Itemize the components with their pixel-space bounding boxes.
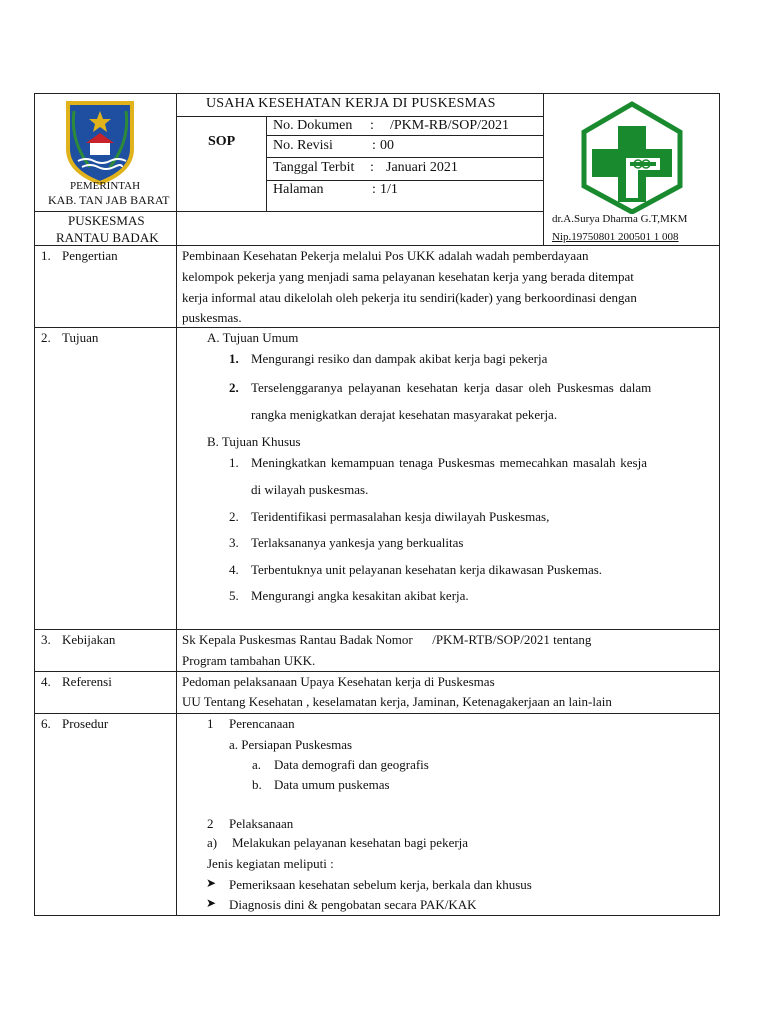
section-label: Kebijakan <box>62 632 116 647</box>
step-number: 1 <box>207 716 214 731</box>
paragraph-line: Jenis kegiatan meliputi : <box>207 856 334 871</box>
section-number: 3. <box>41 632 51 647</box>
section-number: 6. <box>41 716 51 731</box>
step-number: 2 <box>207 816 214 831</box>
paragraph-line: Program tambahan UKK. <box>182 653 316 668</box>
list-item: Terbentuknya unit pelayanan kesehatan kerja dikawasan Puskemas. <box>251 562 603 577</box>
list-number: 1. <box>229 351 239 366</box>
bullet-arrow-icon: ➤ <box>206 876 217 890</box>
field-value: /PKM-RB/SOP/2021 <box>390 118 510 133</box>
step-title: Pelaksanaan <box>229 816 294 831</box>
section-label: Prosedur <box>62 716 109 731</box>
paragraph-line: Pedoman pelaksanaan Upaya Kesehatan kerja di Puskesmas <box>182 674 495 689</box>
field-sep: : <box>370 160 374 175</box>
signer-nip: Nip.19750801 200501 1 008 <box>552 231 679 243</box>
field-sep: : <box>372 182 376 197</box>
field-value: 1/1 <box>380 182 398 197</box>
list-item-continuation: rangka menigkatkan derajat kesehatan masyarakat pekerja. <box>251 407 558 422</box>
paragraph-line: UU Tentang Kesehatan , keselamatan kerja, Jaminan, Ketenagakerjaan an lain-lain <box>182 694 612 709</box>
list-number: 2. <box>229 509 239 524</box>
paragraph-line: kerja informal atau dikelolah oleh pekerja itu sendiri(kader) yang berkoordinasi dengan <box>182 290 637 305</box>
list-number: 4. <box>229 562 239 577</box>
puskesmas-name-line2: RANTAU BADAK <box>56 230 159 245</box>
substep-title: Melakukan pelayanan kesehatan bagi pekerja <box>232 835 469 850</box>
substep-title: a. Persiapan Puskesmas <box>229 737 353 752</box>
list-number: 5. <box>229 588 239 603</box>
puskesmas-logo <box>578 100 686 214</box>
field-label: No. Dokumen <box>273 118 353 133</box>
list-item: Mengurangi resiko dan dampak akibat kerja bagi pekerja <box>251 351 548 366</box>
section-label: Pengertian <box>62 248 118 263</box>
institution-label: PEMERINTAH <box>70 180 141 192</box>
sop-label: SOP <box>208 134 236 149</box>
section-label: Referensi <box>62 674 112 689</box>
subheading-tujuan-khusus: B. Tujuan Khusus <box>207 434 301 449</box>
list-item-continuation: di wilayah puskesmas. <box>251 482 369 497</box>
regency-label: KAB. TAN JAB BARAT <box>48 193 170 207</box>
field-value: 00 <box>380 138 394 153</box>
list-item: Teridentifikasi permasalahan kesja diwilayah Puskesmas, <box>251 509 550 524</box>
document-title: USAHA KESEHATAN KERJA DI PUSKESMAS <box>206 96 496 111</box>
paragraph-line: Sk Kepala Puskesmas Rantau Badak Nomor /PKM-RTB/SOP/2021 tentang <box>182 632 592 647</box>
field-sep: : <box>370 118 374 133</box>
paragraph-line: Pembinaan Kesehatan Pekerja melalui Pos UKK adalah wadah pemberdayaan <box>182 248 589 263</box>
paragraph-line: puskesmas. <box>182 310 242 325</box>
regency-emblem <box>60 97 140 187</box>
paragraph-line: kelompok pekerja yang menjadi sama pelayanan kesehatan kerja yang berada ditempat <box>182 269 634 284</box>
list-number: 3. <box>229 535 239 550</box>
list-item: Mengurangi angka kesakitan akibat kerja. <box>251 588 469 603</box>
list-item: Data demografi dan geografis <box>274 757 429 772</box>
field-sep: : <box>372 138 376 153</box>
list-item: Terselenggaranya pelayanan kesehatan kerja dasar oleh Puskesmas dalam <box>251 380 652 395</box>
signer-name: dr.A.Surya Dharma G.T,MKM <box>552 213 688 225</box>
list-number: b. <box>252 777 262 792</box>
list-item: Diagnosis dini & pengobatan secara PAK/KAK <box>229 897 477 912</box>
section-number: 4. <box>41 674 51 689</box>
field-value: Januari 2021 <box>386 160 458 175</box>
section-number: 2. <box>41 330 51 345</box>
step-title: Perencanaan <box>229 716 295 731</box>
field-label: Halaman <box>273 182 324 197</box>
bullet-arrow-icon: ➤ <box>206 896 217 910</box>
puskesmas-name-line1: PUSKESMAS <box>68 213 145 228</box>
field-label: Tanggal Terbit <box>273 160 355 175</box>
field-label: No. Revisi <box>273 138 333 153</box>
list-item: Data umum puskemas <box>274 777 390 792</box>
list-number: 2. <box>229 380 239 395</box>
subheading-tujuan-umum: A. Tujuan Umum <box>207 330 299 345</box>
section-label: Tujuan <box>62 330 99 345</box>
list-number: a. <box>252 757 262 772</box>
list-item: Pemeriksaan kesehatan sebelum kerja, berkala dan khusus <box>229 877 532 892</box>
list-number: 1. <box>229 455 239 470</box>
section-number: 1. <box>41 248 51 263</box>
list-item: Terlaksananya yankesja yang berkualitas <box>251 535 464 550</box>
substep-number: a) <box>207 835 218 850</box>
list-item: Meningkatkan kemampuan tenaga Puskesmas memecahkan masalah kesja <box>251 455 647 470</box>
